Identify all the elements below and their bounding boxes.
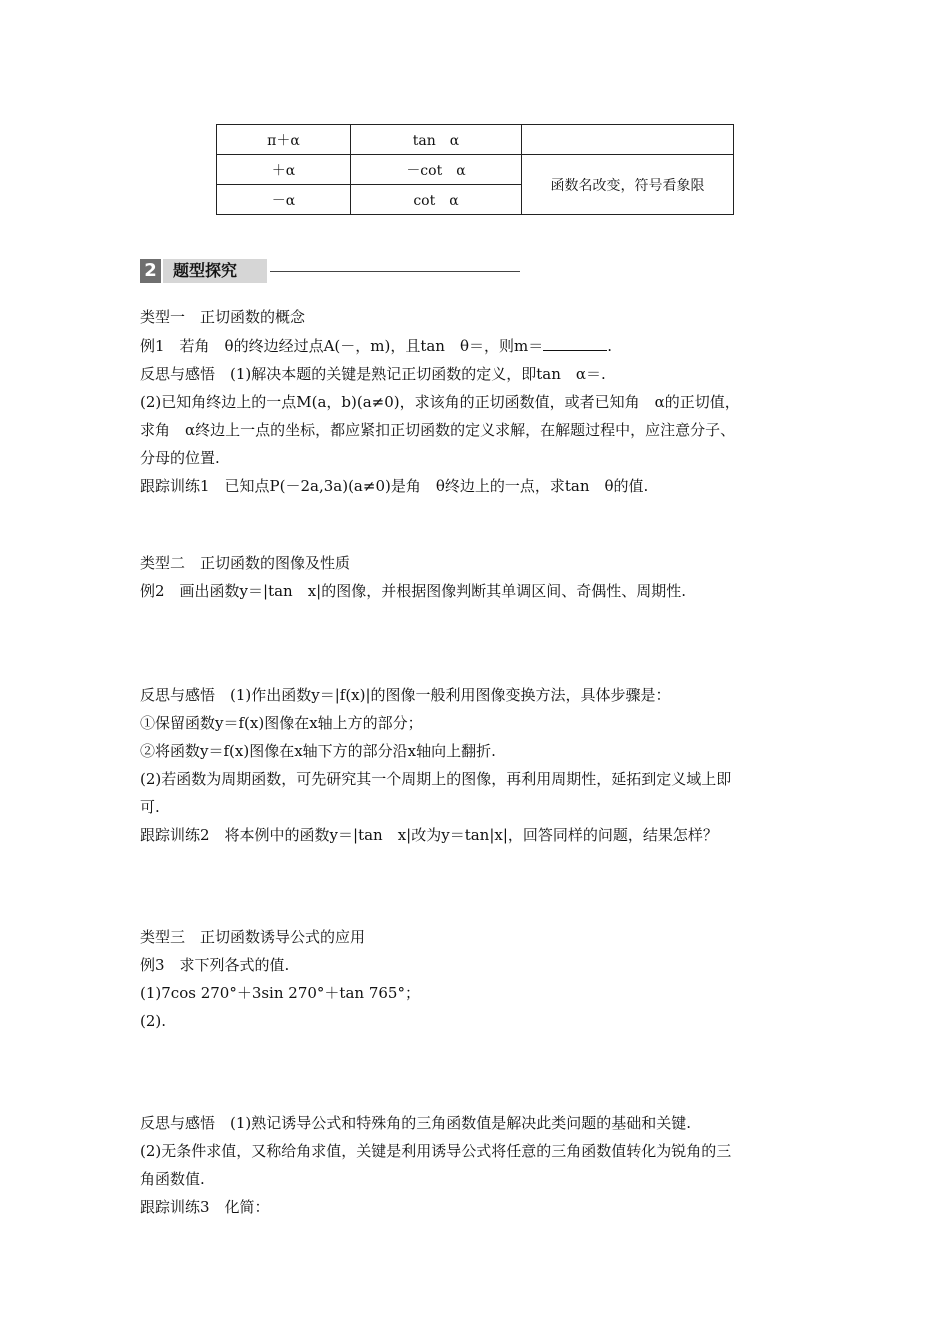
table-cell-angle: －α — [217, 185, 351, 215]
table-cell-value: －cot α — [351, 155, 522, 185]
reflection-3-3: 角函数值. — [140, 1170, 205, 1188]
example-3-part-1: (1)7cos 270°＋3sin 270°＋tan 765°； — [140, 984, 420, 1002]
reflection-1-2: (2)已知角终边上的一点M(a，b)(a≠0)，求该角的正切函数值，或者已知角 α的正切值， — [140, 393, 740, 411]
section-number: 2 — [140, 259, 161, 283]
reflection-3-2: (2)无条件求值，又称给角求值，关键是利用诱导公式将任意的三角函数值转化为锐角的三 — [140, 1142, 732, 1160]
reflection-2-3: ②将函数y＝f(x)图像在x轴下方的部分沿x轴向上翻折. — [140, 742, 496, 760]
reflection-1-1: 反思与感悟 (1)解决本题的关键是熟记正切函数的定义，即tan α＝. — [140, 365, 606, 383]
section-divider — [270, 271, 520, 272]
practice-2: 跟踪训练2 将本例中的函数y＝|tan x|改为y＝tan|x|，回答同样的问题，结果怎样？ — [140, 826, 718, 844]
reflection-2-1: 反思与感悟 (1)作出函数y＝|f(x)|的图像一般利用图像变换方法，具体步骤是： — [140, 686, 671, 704]
reflection-1-3: 求角 α终边上一点的坐标，都应紧扣正切函数的定义求解，在解题过程中，应注意分子、 — [140, 421, 736, 439]
practice-1: 跟踪训练1 已知点P(－2a,3a)(a≠0)是角 θ终边上的一点，求tan θ的值. — [140, 477, 649, 495]
table-row — [217, 125, 734, 155]
induction-formula-table — [216, 124, 734, 215]
example-3-part-2: (2). — [140, 1012, 167, 1030]
table-row — [217, 155, 734, 185]
type-three-heading: 类型三 正切函数诱导公式的应用 — [140, 928, 366, 946]
example-1-text: 例1 若角 θ的终边经过点A(－，m)，且tan θ＝，则m＝ — [140, 337, 544, 355]
reflection-2-4: (2)若函数为周期函数，可先研究其一个周期上的图像，再利用周期性，延拓到定义域上即 — [140, 770, 732, 788]
reflection-2-5: 可. — [140, 798, 160, 816]
section-title: 题型探究 — [163, 259, 267, 283]
reflection-3-1: 反思与感悟 (1)熟记诱导公式和特殊角的三角函数值是解决此类问题的基础和关键. — [140, 1114, 692, 1132]
practice-3: 跟踪训练3 化简： — [140, 1198, 270, 1216]
table-cell-value: tan α — [351, 125, 522, 155]
table-cell-value: cot α — [351, 185, 522, 215]
table-cell-angle: ＋α — [217, 155, 351, 185]
table-cell-note: 函数名改变，符号看象限 — [522, 155, 734, 215]
reflection-1-4: 分母的位置. — [140, 449, 220, 467]
table-cell-empty — [522, 125, 734, 155]
type-two-heading: 类型二 正切函数的图像及性质 — [140, 554, 351, 572]
example-1 — [140, 336, 612, 356]
example-2: 例2 画出函数y＝|tan x|的图像，并根据图像判断其单调区间、奇偶性、周期性. — [140, 582, 686, 600]
table-cell-angle: π＋α — [217, 125, 351, 155]
type-one-heading: 类型一 正切函数的概念 — [140, 308, 306, 326]
answer-blank — [543, 336, 607, 351]
reflection-2-2: ①保留函数y＝f(x)图像在x轴上方的部分； — [140, 714, 423, 732]
example-3: 例3 求下列各式的值. — [140, 956, 290, 974]
example-1-end: . — [607, 337, 613, 355]
section-header — [140, 259, 520, 283]
